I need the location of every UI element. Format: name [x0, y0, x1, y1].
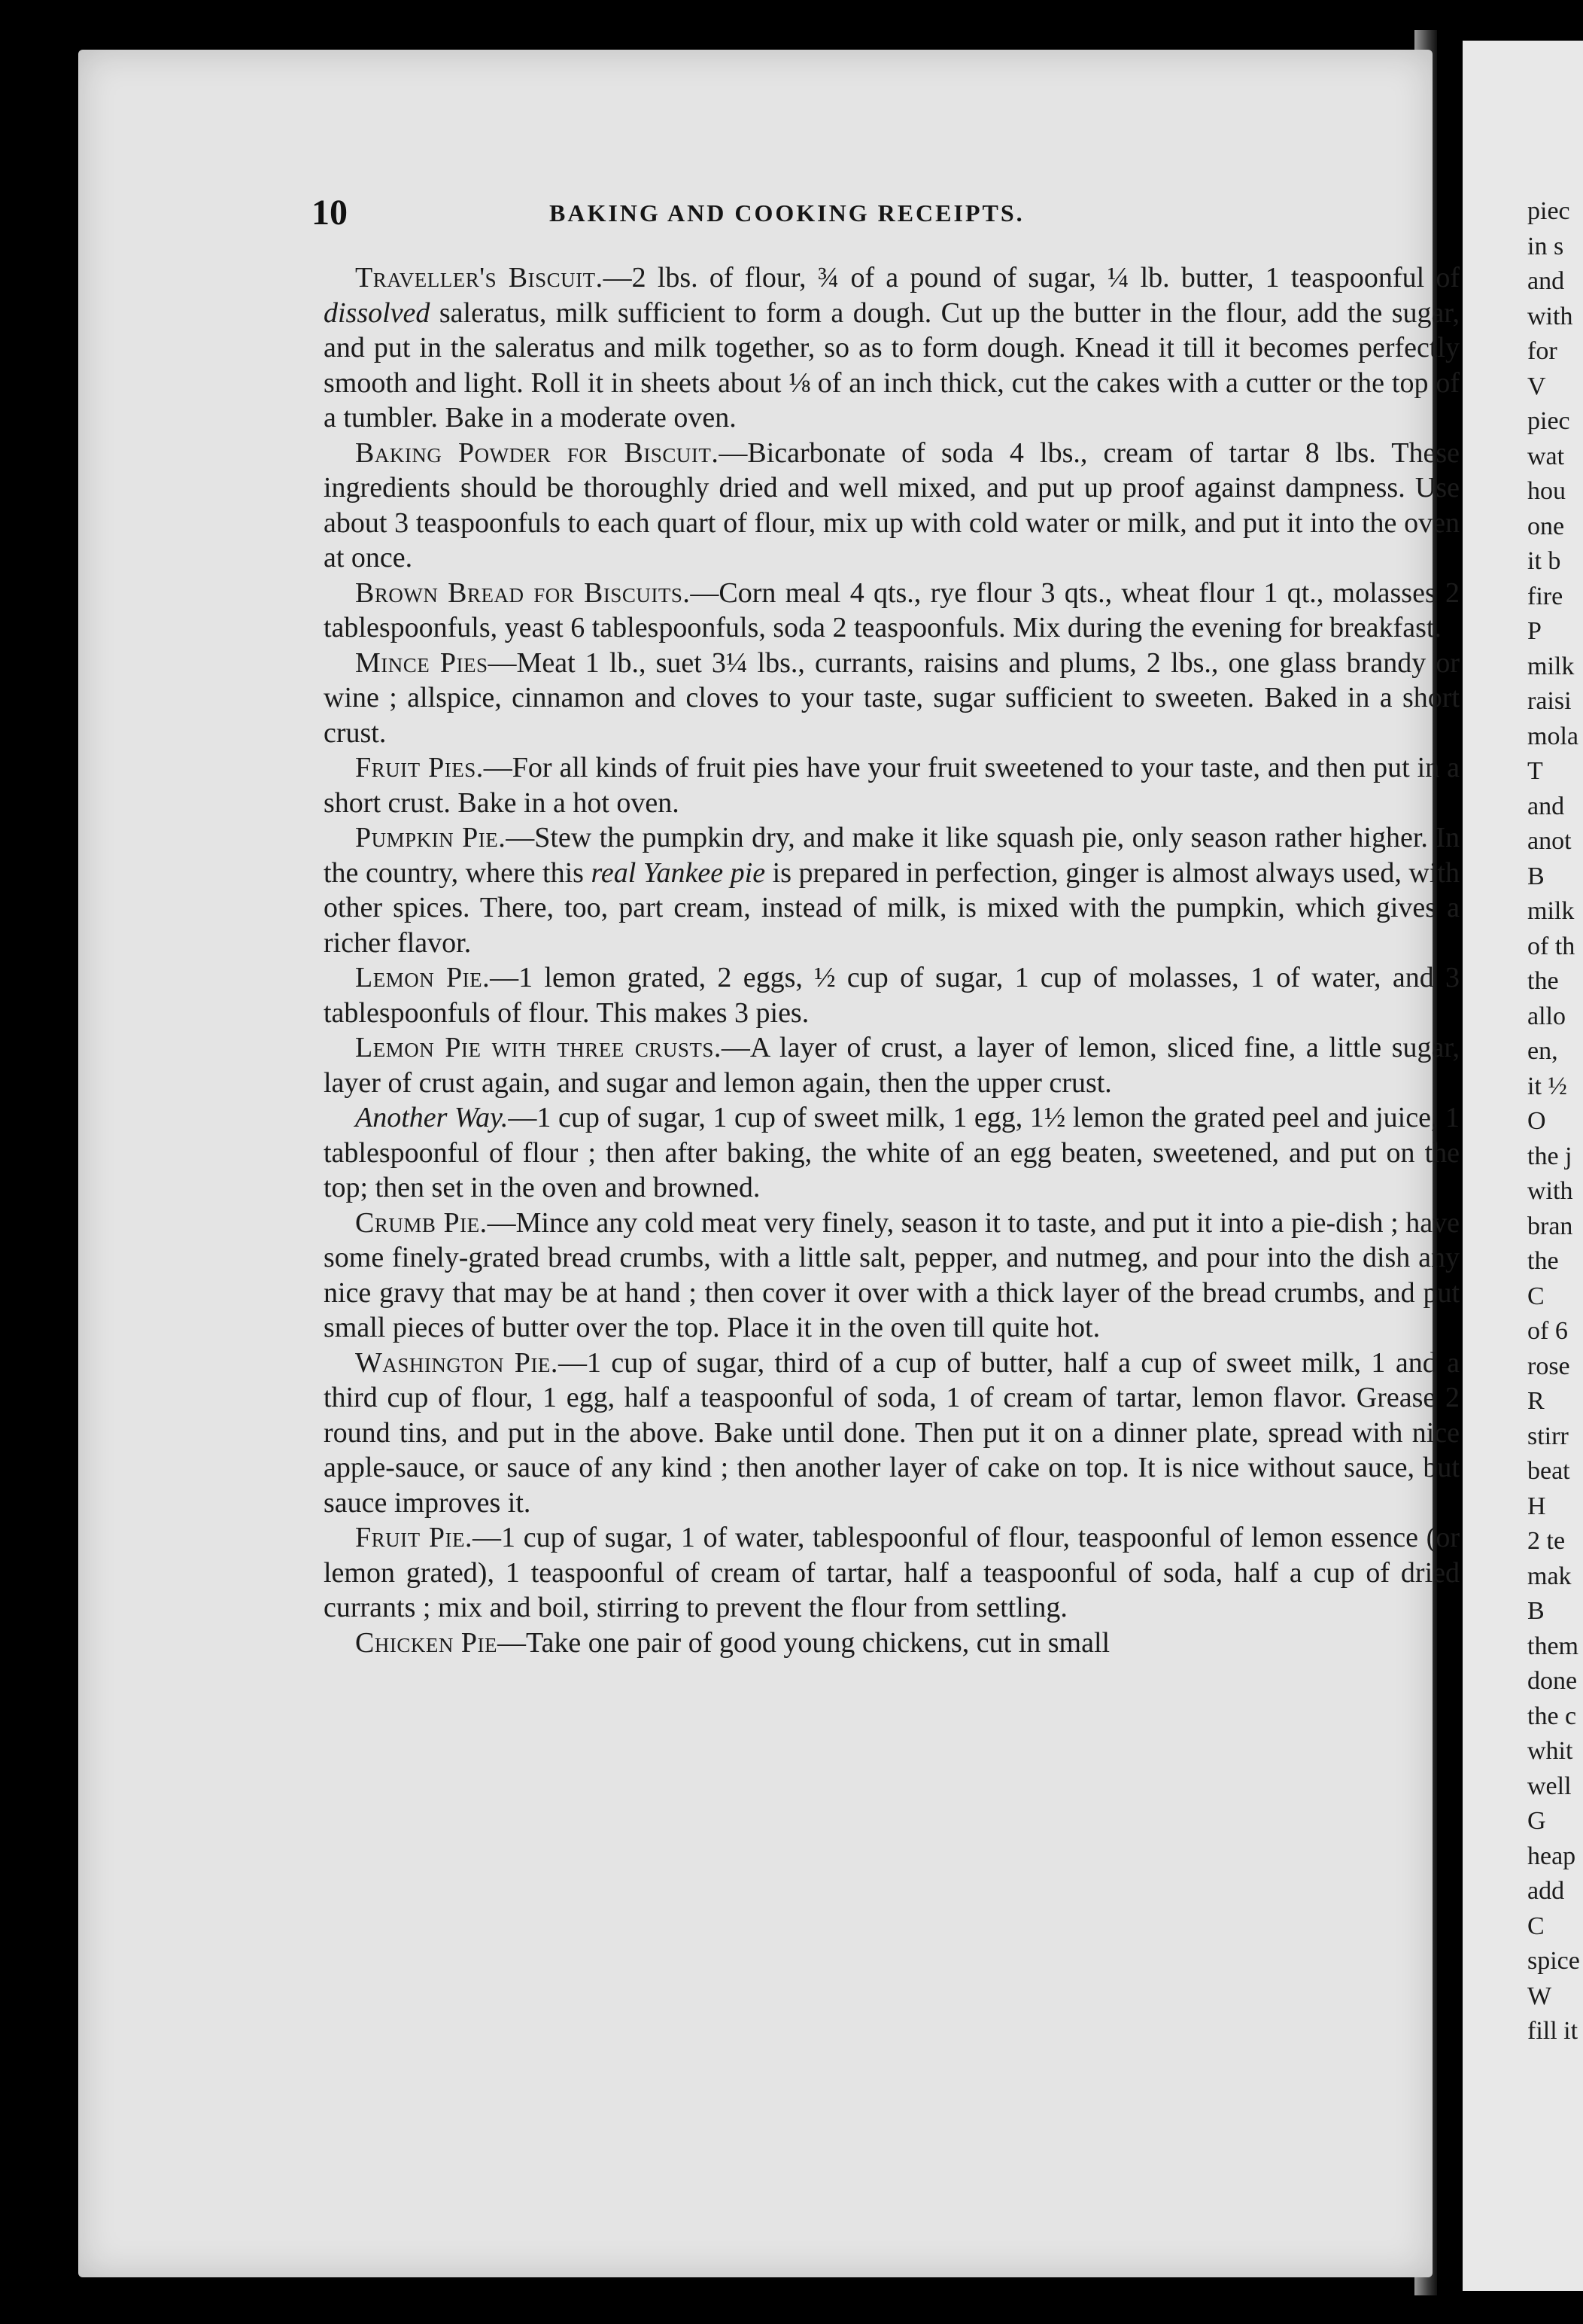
recipe-title: Brown Bread for Biscuits.	[355, 576, 691, 609]
facing-page-fragment: beat	[1527, 1457, 1570, 1485]
recipe-chicken-pie	[324, 1626, 1460, 1661]
facing-page-fragment: C	[1527, 1912, 1545, 1940]
recipe-title: Fruit Pies.	[355, 752, 484, 783]
recipe-lemon-pie	[324, 960, 1460, 1030]
facing-page-fragment: H	[1527, 1492, 1546, 1520]
facing-page-fragment: R	[1527, 1387, 1545, 1415]
facing-page-fragment: stirr	[1527, 1422, 1569, 1450]
recipe-body: —For all kinds of fruit pies have your fruit sweetened to your taste, and then put in a short crust. Bake in a hot oven.	[324, 752, 1460, 819]
book-page	[78, 50, 1460, 2277]
facing-page-fragment: well	[1527, 1772, 1572, 1800]
facing-page-fragment: heap	[1527, 1842, 1576, 1870]
facing-page-fragment: rose	[1527, 1352, 1570, 1380]
recipe-title: Traveller's Biscuit.	[355, 262, 603, 294]
facing-page-fragment: and	[1527, 792, 1565, 820]
recipe-brown-bread	[324, 576, 1460, 646]
recipe-title: Mince Pies	[355, 646, 488, 679]
facing-page-fragment: anot	[1527, 827, 1572, 855]
recipe-title: Washington Pie.	[355, 1346, 558, 1379]
recipe-body: —Take one pair of good young chickens, cut in small	[497, 1626, 1111, 1659]
facing-page-fragment: the c	[1527, 1702, 1577, 1730]
recipe-emphasis: dissolved	[324, 297, 430, 329]
facing-page-fragment: with	[1527, 302, 1573, 330]
facing-page-fragment: V	[1527, 372, 1546, 400]
recipe-body: —Meat 1 lb., suet 3¼ lbs., currants, raisins and plums, 2 lbs., one glass brandy or wine ; allspice, cinnamon and cloves to your taste, sugar sufficient to sweeten. Baked in a short crust.	[324, 646, 1460, 749]
page-header	[78, 195, 1433, 240]
facing-page-fragment: allo	[1527, 1002, 1566, 1030]
page-number: 10	[311, 193, 348, 233]
facing-page-fragment: fire	[1527, 582, 1563, 610]
recipe-text	[324, 260, 1460, 1660]
facing-page-fragment: the j	[1527, 1142, 1572, 1170]
facing-page-fragment: G	[1527, 1807, 1546, 1835]
facing-page-fragment: with	[1527, 1177, 1573, 1205]
recipe-pumpkin-pie	[324, 820, 1460, 960]
recipe-body: —1 cup of sugar, 1 cup of sweet milk, 1 egg, 1½ lemon the grated peel and juice, 1 tablespoonful of flour ; then after baking, the white of an egg beaten, sweetened, and put on the top; then set in the oven and browned.	[324, 1102, 1460, 1203]
recipe-title: Another Way.	[355, 1102, 509, 1133]
facing-page-fragment: it b	[1527, 547, 1561, 575]
facing-page-fragment: add	[1527, 1877, 1565, 1905]
facing-page-fragment: it ½	[1527, 1072, 1567, 1100]
facing-page-fragment: fill it	[1527, 2017, 1578, 2045]
recipe-body: —2 lbs. of flour, ¾ of a pound of sugar, ¼ lb. butter, 1 teaspoonful of	[603, 262, 1460, 294]
facing-page-fragment: piec	[1527, 197, 1570, 225]
facing-page-fragment: them	[1527, 1632, 1578, 1660]
facing-page-fragment: P	[1527, 617, 1542, 645]
recipe-title: Crumb Pie.	[355, 1206, 488, 1239]
recipe-body: —Mince any cold meat very finely, season it to taste, and put it into a pie-dish ; have some finely-grated bread crumbs, with a little salt, pepper, and nutmeg, and pour into the dish any nice gravy that may be at hand ; then cover it over with a thick layer of the bread crumbs, and put small pieces of butter over the top. Place it in the oven till quite hot.	[324, 1206, 1460, 1343]
recipe-body: —A layer of crust, a layer of lemon, sliced fine, a little sugar, layer of crust again, and sugar and lemon again, then the upper crust.	[324, 1032, 1460, 1099]
facing-page-fragment: milk	[1527, 897, 1575, 925]
facing-page-fragment: C	[1527, 1282, 1545, 1310]
recipe-body: —1 lemon grated, 2 eggs, ½ cup of sugar, 1 cup of molasses, 1 of water, and 3 tablespoonfuls of flour. This makes 3 pies.	[324, 962, 1460, 1029]
facing-page-fragment: whit	[1527, 1737, 1573, 1765]
recipe-title: Chicken Pie	[355, 1626, 497, 1659]
facing-page-fragment: milk	[1527, 652, 1575, 680]
facing-page-fragment: mak	[1527, 1562, 1572, 1590]
facing-page-fragment: hou	[1527, 477, 1566, 505]
recipe-another-way	[324, 1100, 1460, 1206]
recipe-title: Lemon Pie.	[355, 962, 491, 993]
recipe-travellers-biscuit	[324, 260, 1460, 436]
facing-page-fragment: raisi	[1527, 687, 1572, 715]
facing-page-fragment: en,	[1527, 1037, 1558, 1065]
facing-page-fragment: piec	[1527, 407, 1570, 435]
recipe-title: Baking Powder for Biscuit.	[355, 437, 719, 469]
facing-page-fragment: spice	[1527, 1947, 1580, 1975]
recipe-title: Pumpkin Pie.	[355, 822, 506, 853]
recipe-body: —Bicarbonate of soda 4 lbs., cream of tartar 8 lbs. These ingredients should be thoroughly dried and well mixed, and put up proof against dampness. Use about 3 teaspoonfuls to each quart of flour, mix up with cold water or milk, and put it into the oven at once.	[324, 437, 1460, 573]
recipe-body-continued: is prepared in perfection, ginger is almost always used, with other spices. There, too, part cream, instead of milk, is mixed with the pumpkin, which gives a richer flavor.	[324, 856, 1460, 959]
facing-page-fragment: done	[1527, 1667, 1578, 1695]
facing-page-fragment: T	[1527, 757, 1543, 785]
facing-page-fragment: B	[1527, 862, 1545, 890]
recipe-washington-pie	[324, 1346, 1460, 1521]
recipe-emphasis: real Yankee pie	[591, 856, 766, 889]
recipe-body-continued: saleratus, milk sufficient to form a dough. Cut up the butter in the flour, add the sugar, and put in the saleratus and milk together, so as to form dough. Knead it till it becomes perfectly smooth and light. Roll it in sheets about ⅛ of an inch thick, cut the cakes with a cutter or the top of a tumbler. Bake in a moderate oven.	[324, 297, 1460, 433]
recipe-body: —Stew the pumpkin dry, and make it like squash pie, only season rather higher. In the country, where this	[324, 822, 1460, 889]
facing-page-edge	[1463, 41, 1583, 2291]
running-head: BAKING AND COOKING RECEIPTS.	[549, 199, 1025, 227]
facing-page-fragment: for	[1527, 337, 1557, 365]
recipe-fruit-pie	[324, 1520, 1460, 1626]
recipe-crumb-pie	[324, 1206, 1460, 1346]
facing-page-fragment: of 6	[1527, 1317, 1568, 1345]
facing-page-fragment: 2 te	[1527, 1527, 1566, 1555]
recipe-title: Lemon Pie with three crusts.	[355, 1032, 722, 1063]
recipe-mince-pies	[324, 646, 1460, 751]
facing-page-fragment: and	[1527, 267, 1565, 295]
facing-page-fragment: O	[1527, 1107, 1546, 1135]
recipe-body: —1 cup of sugar, third of a cup of butter, half a cup of sweet milk, 1 and a third cup of flour, 1 egg, half a teaspoonful of soda, 1 of cream of tartar, lemon flavor. Grease 2 round tins, and put in the above. Bake until done. Then put it on a dinner plate, spread with nice apple-sauce, or sauce of any kind ; then another layer of cake on top. It is nice without sauce, but sauce improves it.	[324, 1346, 1460, 1519]
facing-page-fragment: the	[1527, 1247, 1559, 1275]
facing-page-fragment: mola	[1527, 722, 1578, 750]
facing-page-fragment: bran	[1527, 1212, 1573, 1240]
recipe-title: Fruit Pie.	[355, 1522, 472, 1553]
facing-page-fragment: wat	[1527, 442, 1565, 470]
recipe-fruit-pies	[324, 750, 1460, 820]
facing-page-fragment: in s	[1527, 232, 1564, 260]
recipe-lemon-pie-three-crusts	[324, 1030, 1460, 1100]
recipe-baking-powder	[324, 436, 1460, 576]
facing-page-fragment: the	[1527, 967, 1559, 995]
facing-page-fragment: of th	[1527, 932, 1575, 960]
recipe-body: —Corn meal 4 qts., rye flour 3 qts., wheat flour 1 qt., molasses 2 tablespoonfuls, yeast 6 tablespoonfuls, soda 2 teaspoonfuls. Mix during the evening for breakfast.	[324, 576, 1460, 643]
recipe-body: —1 cup of sugar, 1 of water, tablespoonful of flour, teaspoonful of lemon essence (or lemon grated), 1 teaspoonful of cream of tartar, half a teaspoonful of soda, half a cup of dried currants ; mix and boil, stirring to prevent the flour from settling.	[324, 1522, 1460, 1623]
facing-page-fragment: one	[1527, 512, 1565, 540]
facing-page-fragment: B	[1527, 1597, 1545, 1625]
facing-page-fragment: W	[1527, 1982, 1552, 2010]
